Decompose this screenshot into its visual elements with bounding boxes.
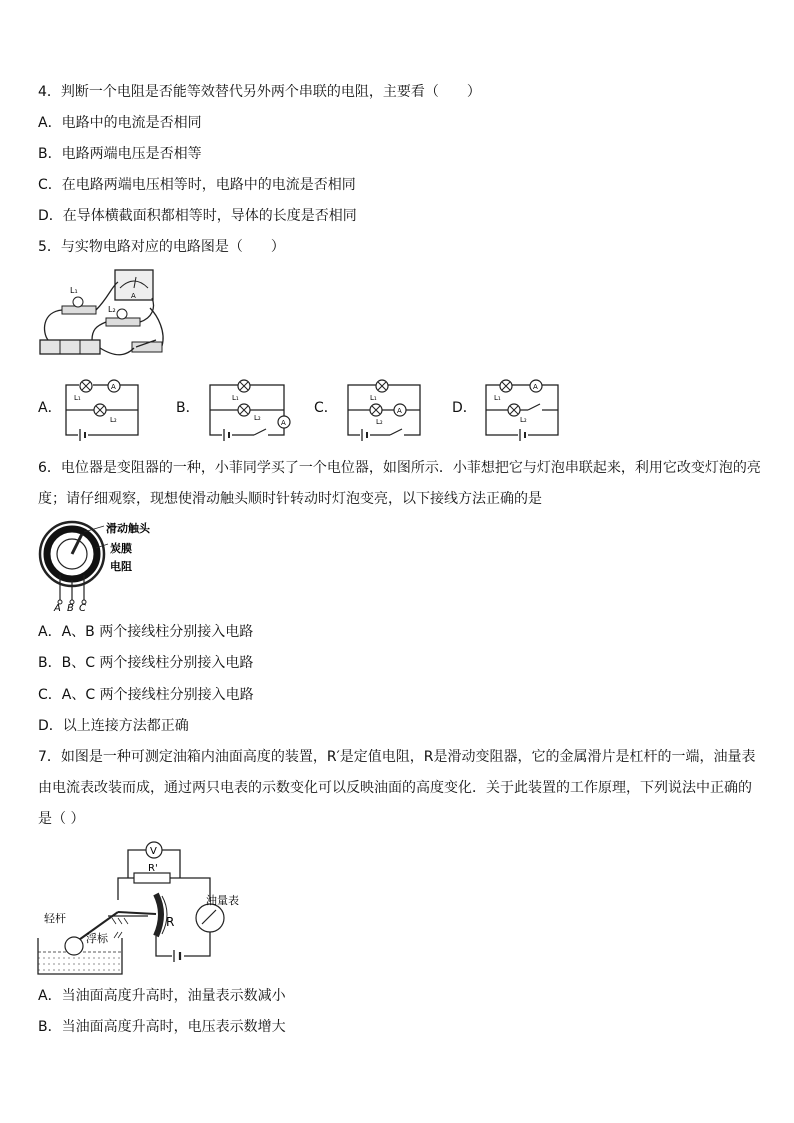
svg-text:L₂: L₂ [520,416,527,424]
q4-stem: 4．判断一个电阻是否能等效替代另外两个串联的电阻，主要看（ ） [38,84,481,100]
q6-stem-line1: 6．电位器是变阻器的一种，小菲同学买了一个电位器，如图所示．小菲想把它与灯泡串联起来，利用它改变灯泡的亮 [38,460,761,476]
q6-stem-line2: 度；请仔细观察，现想使滑动触头顺时针转动时灯泡变亮，以下接线方法正确的是 [38,491,542,507]
q4-option-b: B．电路两端电压是否相等 [38,146,202,162]
physical-circuit-figure [40,268,165,360]
q6-option-c: C．A、C 两个接线柱分别接入电路 [38,687,254,703]
q5-choice-c: C． [314,400,338,416]
q5-stem: 5．与实物电路对应的电路图是（ ） [38,239,285,255]
svg-text:L₁: L₁ [494,394,501,402]
q4-option-a: A．电路中的电流是否相同 [38,115,202,131]
svg-text:A: A [54,603,61,614]
q6-option-a: A．A、B 两个接线柱分别接入电路 [38,624,254,640]
svg-text:A: A [111,383,116,391]
q6-option-b: B．B、C 两个接线柱分别接入电路 [38,655,254,671]
svg-text:轻杆: 轻杆 [44,912,66,925]
q5-diagram-d [484,380,560,440]
svg-text:R': R' [148,863,158,874]
q4-option-d: D．在导体横截面积都相等时，导体的长度是否相同 [38,208,357,224]
svg-text:A: A [397,407,402,415]
q4-option-c: C．在电路两端电压相等时，电路中的电流是否相同 [38,177,356,193]
svg-text:A: A [281,419,286,427]
svg-text:R: R [166,915,175,929]
svg-text:浮标: 浮标 [86,932,108,945]
q5-diagram-b [208,380,292,440]
q5-diagram-c [346,380,422,440]
svg-text:L₁: L₁ [74,394,81,402]
svg-text:L₂: L₂ [254,414,261,422]
q5-diagram-a [64,380,140,440]
potentiometer-figure [38,520,162,614]
oil-gauge-figure [38,842,250,976]
svg-text:A: A [533,383,538,391]
svg-text:C: C [79,603,86,614]
label-carbon-film: 炭膜 [110,542,132,555]
svg-text:L₂: L₂ [110,416,117,424]
q5-choice-d: D． [452,400,477,416]
q7-option-a: A．当油面高度升高时，油量表示数减小 [38,988,286,1004]
svg-text:L₂: L₂ [376,418,383,426]
q5-choice-a: A． [38,400,62,416]
photo-l2-label: L₂ [108,305,116,314]
label-resistance: 电阻 [110,560,132,573]
svg-text:V: V [150,846,157,857]
photo-l1-label: L₁ [70,286,78,295]
label-slider-contact: 滑动触头 [106,522,150,535]
svg-text:油量表: 油量表 [206,894,239,907]
q6-option-d: D．以上连接方法都正确 [38,718,189,734]
q7-option-b: B．当油面高度升高时，电压表示数增大 [38,1019,286,1035]
q7-stem-line1: 7．如图是一种可测定油箱内油面高度的装置，R′是定值电阻，R是滑动变阻器，它的金属滑片是杠杆的一端，油量表 [38,749,756,765]
svg-text:A: A [131,292,136,300]
q7-stem-line3: 是（ ） [38,811,85,827]
svg-text:L₁: L₁ [232,394,239,402]
svg-text:L₁: L₁ [370,394,377,402]
q5-choice-b: B． [176,400,200,416]
svg-text:B: B [67,603,74,614]
q7-stem-line2: 由电流表改装而成，通过两只电表的示数变化可以反映油面的高度变化．关于此装置的工作原理，下列说法中正确的 [38,780,752,796]
